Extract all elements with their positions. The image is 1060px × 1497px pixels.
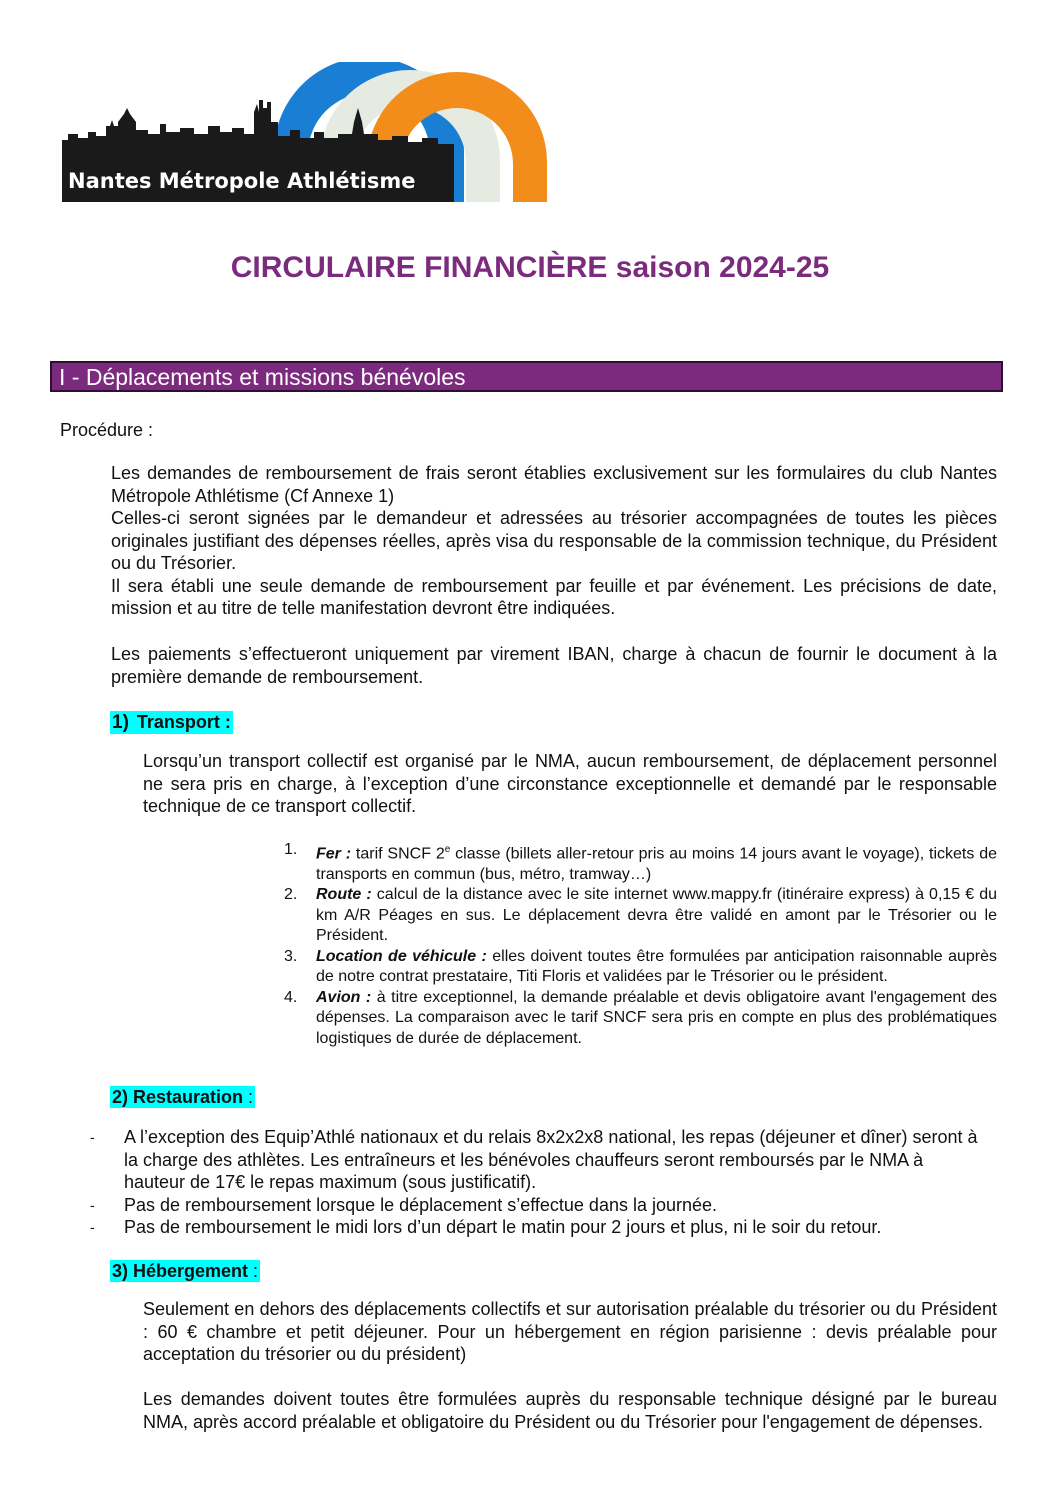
transport-heading — [110, 711, 233, 734]
logo-text: Nantes Métropole Athlétisme — [68, 169, 416, 193]
transport-paragraph: Lorsqu’un transport collectif est organisé par le NMA, aucun remboursement, de déplacement personnel ne sera pris en charge, à l’exception d’une circonstance exceptionnelle et demandé par le responsable technique de ce transport collectif. — [143, 751, 997, 816]
superscript: e — [444, 844, 451, 855]
item-label: Route : — [316, 886, 372, 904]
item-text: elles doivent toutes être formulées par anticipation raisonnable auprès de notre contrat prestataire, Titi Floris et validées par le Trésorier ou le président. — [316, 947, 998, 986]
item-text: A l’exception des Equip’Athlé nationaux et du relais 8x2x2x8 national, les repas (déjeuner et dîner) seront à la charge des athlètes. Les entraîneurs et les bénévoles chauffeurs seront remboursés par le NMA à hauteur de 17€ le repas maximum (sous justificatif). — [124, 1127, 978, 1192]
item-label: Fer : — [316, 845, 352, 863]
procedure-label: Procédure : — [60, 420, 154, 440]
club-logo — [62, 62, 552, 207]
list-item — [88, 1216, 988, 1239]
list-number: 3. — [284, 947, 298, 965]
list-number: 2. — [284, 886, 298, 904]
payments-paragraph: Les paiements s’effectueront uniquement par virement IBAN, charge à chacun de fournir le document à la première demande de remboursement. — [111, 644, 997, 687]
heading-label: Transport : — [136, 712, 231, 732]
list-item — [280, 947, 997, 988]
item-label: Avion : — [316, 988, 372, 1006]
heading-colon: : — [248, 1261, 259, 1281]
heading-number: 1) — [112, 712, 129, 733]
list-dash: - — [90, 1196, 95, 1213]
restauration-list — [88, 1126, 988, 1239]
item-text: Pas de remboursement le midi lors d’un départ le matin pour 2 jours et plus, ni le soir du retour. — [124, 1217, 882, 1237]
list-number: 4. — [284, 988, 298, 1006]
item-text: à titre exceptionnel, la demande préalable et devis obligatoire avant l'engagement des dépenses. La comparaison avec le tarif SNCF sera pris en compte en plus des problématiques logistiques de durée de déplacement. — [316, 988, 998, 1047]
list-item — [280, 885, 997, 947]
procedure-paragraph: Les demandes de remboursement de frais seront établies exclusivement sur les formulaires du club Nantes Métropole Athlétisme (Cf Annexe 1) — [111, 463, 997, 506]
procedure-intro — [111, 462, 997, 620]
list-item — [280, 840, 997, 885]
hebergement-paragraph: Seulement en dehors des déplacements collectifs et sur autorisation préalable du trésorier ou du Président : 60 € chambre et petit déjeuner. Pour un hébergement en région parisienne : devis préalable pour acceptation du trésorier ou du président) — [143, 1299, 997, 1364]
procedure-paragraph: Celles-ci seront signées par le demandeur et adressées au trésorier accompagnées de toutes les pièces originales justifiant des dépenses réelles, après visa du responsable de la commission technique, du Président ou du Trésorier. — [111, 508, 997, 573]
hebergement-heading — [110, 1260, 260, 1282]
item-text: Pas de remboursement lorsque le déplacement s’effectue dans la journée. — [124, 1194, 718, 1215]
list-dash: - — [90, 1219, 95, 1235]
transport-modes-list — [280, 840, 997, 1049]
item-text: tarif SNCF 2 — [351, 845, 445, 863]
hebergement-paragraph: Les demandes doivent toutes être formulées auprès du responsable technique désigné par le bureau NMA, après accord préalable et obligatoire du Président ou du Trésorier pour l'engagement de dépenses. — [143, 1389, 997, 1432]
list-number: 1. — [284, 841, 298, 858]
heading-label: 3) Hébergement — [112, 1261, 249, 1281]
list-item — [88, 1194, 988, 1217]
item-text: calcul de la distance avec le site internet www.mappy.fr (itinéraire express) à 0,15 € du km A/R Péages en sus. Le déplacement devra être validé en amont par le Trésorier ou le Président. — [316, 886, 998, 945]
list-item — [88, 1126, 988, 1194]
heading-label: 2) Restauration — [112, 1087, 244, 1107]
item-text: classe (billets aller-retour pris au moins 14 jours avant le voyage), tickets de transports en commun (bus, métro, tramway…) — [316, 845, 998, 883]
item-label: Location de véhicule : — [316, 947, 487, 965]
section-header: I - Déplacements et missions bénévoles — [50, 361, 1003, 392]
procedure-paragraph: Il sera établi une seule demande de remboursement par feuille et par événement. Les précisions de date, mission et au titre de telle manifestation devront être indiquées. — [111, 575, 997, 618]
document-title: CIRCULAIRE FINANCIÈRE saison 2024-25 — [230, 251, 830, 284]
restauration-heading — [110, 1086, 255, 1108]
list-dash: - — [90, 1129, 95, 1145]
heading-colon: : — [243, 1087, 254, 1107]
list-item — [280, 988, 997, 1050]
